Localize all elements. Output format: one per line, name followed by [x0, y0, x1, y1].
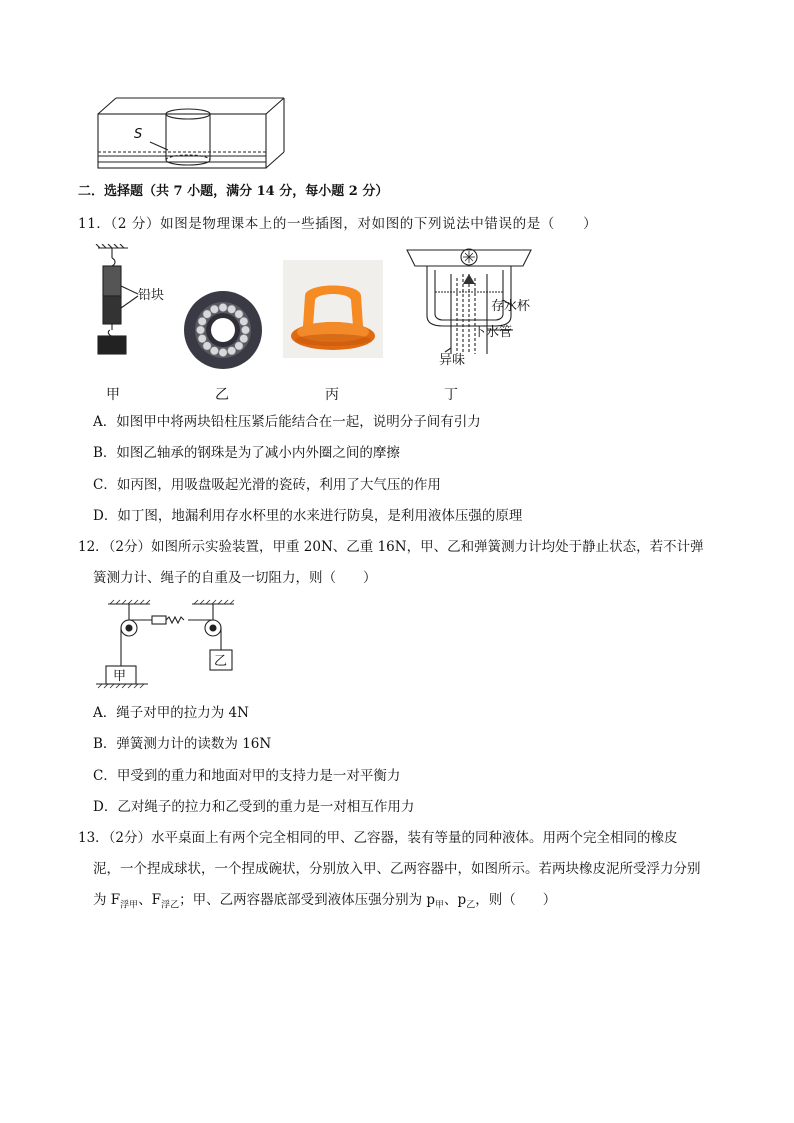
q11-option-b[interactable]: B．如图乙轴承的钢珠是为了减小内外圈之间的摩擦: [93, 445, 400, 461]
label-yi: 乙: [214, 654, 228, 669]
q13-text-mid3: 、p: [444, 892, 467, 908]
tank-cylinder-figure: [92, 92, 292, 172]
floor-drain-figure: [405, 244, 535, 369]
q13-text-post: ，则（ ）: [475, 892, 557, 908]
label-odor: 异味: [439, 353, 466, 368]
q13-stem-line2: 泥，一个捏成球状，一个捏成碗状，分别放入甲、乙两容器中，如图所示。若两块橡皮泥所受浮力分别: [93, 861, 701, 877]
bearing-ball: [235, 310, 243, 318]
caption-ding: 丁: [444, 387, 458, 403]
q11-option-d[interactable]: D．如丁图，地漏利用存水杯里的水来进行防臭，是利用液体压强的原理: [93, 508, 523, 524]
q12-stem-line1: 12．（2分）如图所示实验装置，甲重 20N、乙重 16N，甲、乙和弹簧测力计均处于静止状态，若不计弹: [78, 539, 704, 555]
bearing-ball: [196, 326, 204, 334]
q12-option-c[interactable]: C．甲受到的重力和地面对甲的支持力是一对平衡力: [93, 768, 401, 784]
bearing-ball: [241, 326, 249, 334]
label-jia: 甲: [113, 669, 127, 684]
caption-bing: 丙: [325, 387, 339, 403]
q13-text-pre: 为 F: [93, 892, 121, 908]
suction-cup-figure: [283, 260, 383, 358]
q11-option-a[interactable]: A．如图甲中将两块铅柱压紧后能结合在一起，说明分子间有引力: [93, 414, 481, 430]
bearing-ball: [235, 342, 243, 350]
q13-sub-pyi: 乙: [466, 900, 476, 911]
bearing-ball: [227, 305, 235, 313]
q13-text-mid2: ；甲、乙两容器底部受到液体压强分别为 p: [179, 892, 436, 908]
bearing-ball: [240, 317, 248, 325]
section-title: 二．选择题（共 7 小题，满分 14 分，每小题 2 分）: [78, 184, 389, 199]
q13-stem-line1: 13．（2分）水平桌面上有两个完全相同的甲、乙容器，装有等量的同种液体。用两个完全相同的橡皮: [78, 830, 678, 846]
q13-sub-fjia: 浮甲: [120, 900, 139, 911]
bearing-ball: [227, 347, 235, 355]
bearing-ball: [210, 305, 218, 313]
q11-stem: 11．（2 分）如图是物理课本上的一些插图，对如图的下列说法中错误的是（ ）: [78, 216, 598, 232]
bearing-ball: [203, 342, 211, 350]
q11-option-c[interactable]: C．如丙图，用吸盘吸起光滑的瓷砖，利用了大气压的作用: [93, 477, 441, 493]
q12-option-b[interactable]: B．弹簧测力计的读数为 16N: [93, 736, 272, 752]
label-pipe: 下水管: [473, 325, 513, 340]
pulley-figure: [92, 598, 252, 690]
caption-yi: 乙: [215, 387, 229, 403]
q12-option-d[interactable]: D．乙对绳子的拉力和乙受到的重力是一对相互作用力: [93, 799, 415, 815]
bearing-ball: [198, 334, 206, 342]
bearing-ball: [203, 310, 211, 318]
q13-sub-pjia: 甲: [435, 900, 445, 911]
caption-jia: 甲: [106, 387, 120, 403]
label-s: S: [134, 127, 143, 142]
bearing-ball: [240, 334, 248, 342]
q13-text-mid1: 、F: [138, 892, 162, 908]
lead-blocks-figure: [92, 244, 192, 359]
bearing-ball: [198, 317, 206, 325]
bearing-ball: [219, 303, 227, 311]
q12-stem-line2: 簧测力计、绳子的自重及一切阻力，则（ ）: [93, 570, 377, 586]
q13-sub-fyi: 浮乙: [161, 900, 180, 911]
label-cup: 存水杯: [491, 299, 531, 314]
q13-stem-line3: [93, 890, 556, 916]
bearing-ball: [219, 348, 227, 356]
label-lead: 铅块: [138, 288, 165, 303]
q12-option-a[interactable]: A．绳子对甲的拉力为 4N: [93, 705, 249, 721]
bearing-figure: [182, 289, 264, 371]
bearing-ball: [210, 347, 218, 355]
